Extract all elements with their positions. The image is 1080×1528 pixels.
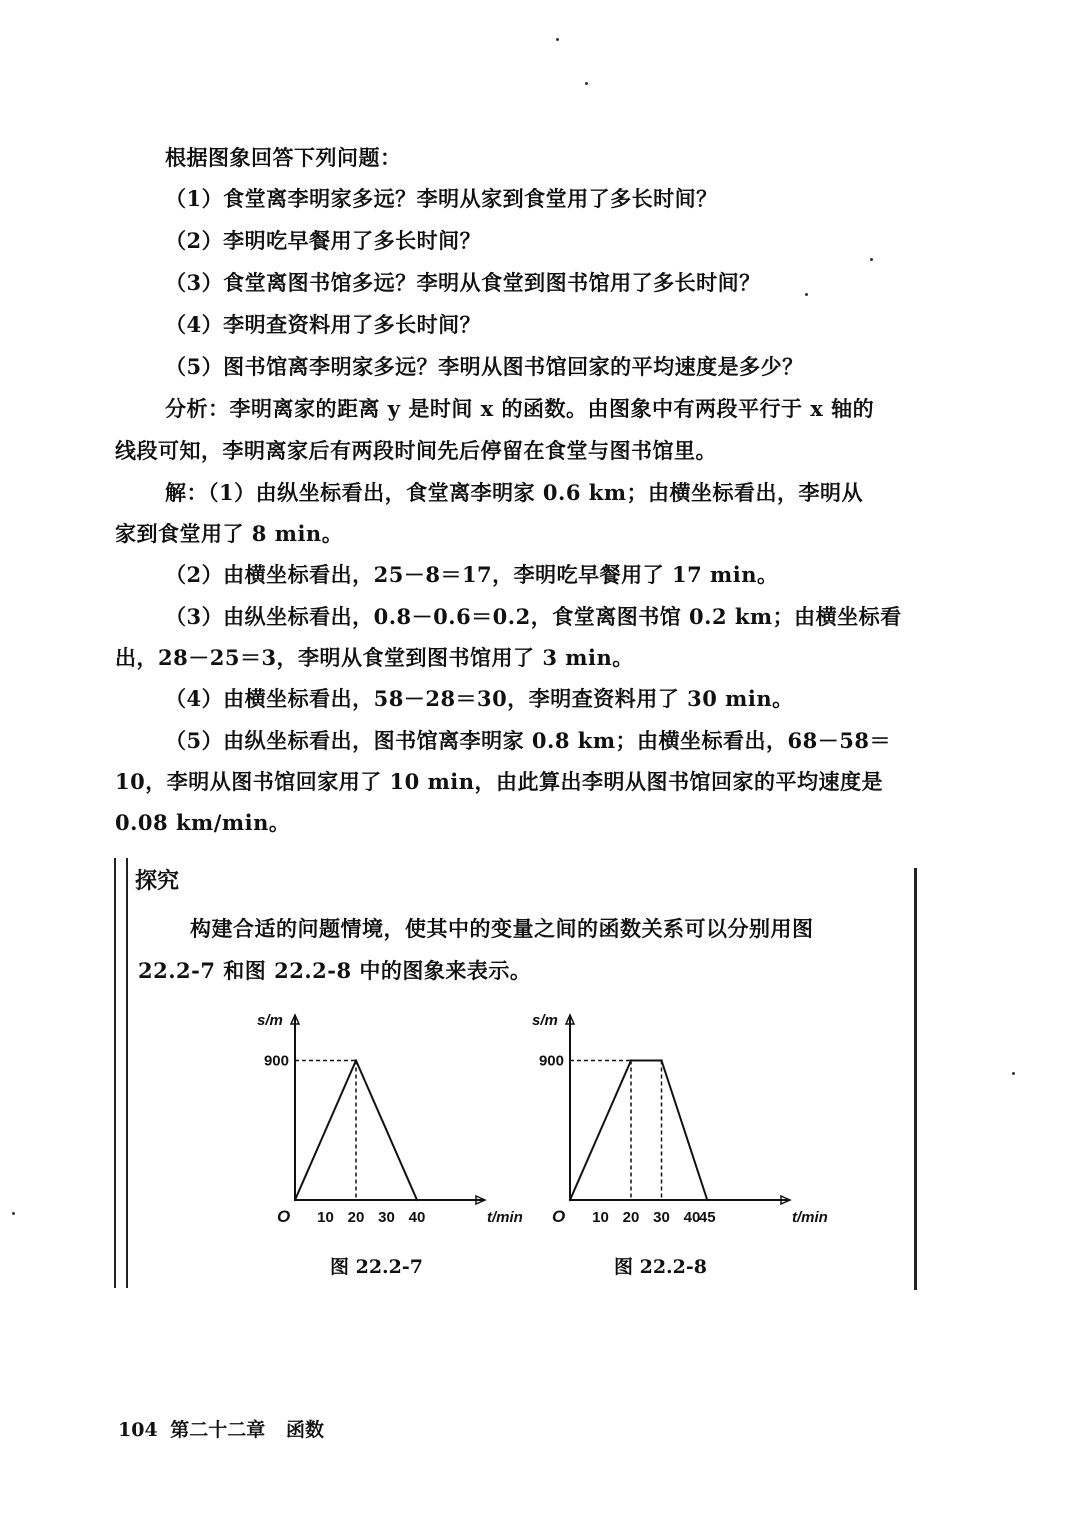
y-tick-label: 900 xyxy=(263,1052,289,1070)
origin-label: O xyxy=(277,1207,291,1226)
solution-5b: 10，李明从图书馆回家用了 10 min，由此算出李明从图书馆回家的平均速度是 xyxy=(115,769,884,794)
solution-1a: 解：（1）由纵坐标看出，食堂离李明家 0.6 km；由横坐标看出，李明从 xyxy=(165,480,864,505)
section-label: 函数 xyxy=(285,1419,324,1441)
x-tick-label: 45 xyxy=(698,1209,716,1226)
question-1: （1）食堂离李明家多远？李明从家到食堂用了多长时间？ xyxy=(165,186,718,211)
solution-4: （4）由横坐标看出，58－28＝30，李明查资料用了 30 min。 xyxy=(165,686,794,711)
figure-22-2-8-caption: 图 22.2-8 xyxy=(614,1256,707,1278)
analysis-line-2: 线段可知，李明离家后有两段时间先后停留在食堂与图书馆里。 xyxy=(115,438,717,463)
solution-3a: （3）由纵坐标看出，0.8－0.6＝0.2，食堂离图书馆 0.2 km；由横坐标看 xyxy=(165,604,902,629)
scan-speck xyxy=(870,258,873,261)
solution-3b: 出，28－25＝3，李明从食堂到图书馆用了 3 min。 xyxy=(115,645,634,670)
x-tick-label: 20 xyxy=(347,1209,365,1226)
solution-5a: （5）由纵坐标看出，图书馆离李明家 0.8 km；由横坐标看出，68－58＝ xyxy=(165,728,891,753)
x-tick-label: 10 xyxy=(592,1209,609,1226)
solution-2: （2）由横坐标看出，25－8＝17，李明吃早餐用了 17 min。 xyxy=(165,562,779,587)
x-tick-label: 20 xyxy=(622,1209,640,1226)
page-footer xyxy=(118,1415,324,1442)
data-point xyxy=(660,1059,662,1061)
explore-box-left-rule xyxy=(114,858,128,1288)
data-point xyxy=(416,1199,418,1201)
explore-box-right-rule xyxy=(914,868,917,1290)
data-point xyxy=(630,1059,632,1061)
questions-intro: 根据图象回答下列问题： xyxy=(165,145,402,170)
data-point xyxy=(706,1199,708,1201)
x-axis-label: t/min xyxy=(792,1209,828,1226)
data-point xyxy=(294,1199,296,1201)
question-3: （3）食堂离图书馆多远？李明从食堂到图书馆用了多长时间？ xyxy=(165,270,761,295)
origin-label: O xyxy=(552,1207,566,1226)
series-segment xyxy=(662,1061,708,1201)
question-5: （5）图书馆离李明家多远？李明从图书馆回家的平均速度是多少？ xyxy=(165,354,804,379)
y-axis-label: s/m xyxy=(257,1012,283,1029)
scan-speck xyxy=(556,38,559,41)
solution-5c: 0.08 km/min。 xyxy=(115,810,291,835)
x-tick-label: 30 xyxy=(378,1209,395,1226)
chapter-label: 第二十二章 xyxy=(170,1419,266,1441)
scan-speck xyxy=(1012,1072,1015,1075)
x-axis-label: t/min xyxy=(487,1209,523,1226)
figure-22-2-7-caption: 图 22.2-7 xyxy=(330,1256,423,1278)
x-tick-label: 10 xyxy=(317,1209,334,1226)
figure-22-2-8 xyxy=(520,1000,828,1239)
x-tick-label: 30 xyxy=(653,1209,670,1226)
scan-speck xyxy=(12,1212,15,1215)
series-segment xyxy=(295,1061,356,1201)
explore-line-2: 22.2-7 和图 22.2-8 中的图象来表示。 xyxy=(138,958,532,983)
explore-line-1: 构建合适的问题情境，使其中的变量之间的函数关系可以分别用图 xyxy=(190,916,814,941)
y-tick-label: 900 xyxy=(538,1052,564,1070)
explore-title: 探究 xyxy=(135,868,180,894)
analysis-line-1: 分析：李明离家的距离 y 是时间 x 的函数。由图象中有两段平行于 x 轴的 xyxy=(165,396,875,421)
data-point xyxy=(355,1059,357,1061)
question-4: （4）李明查资料用了多长时间？ xyxy=(165,312,482,337)
scan-speck xyxy=(585,82,588,85)
series-segment xyxy=(356,1061,417,1201)
figure-22-2-7 xyxy=(250,1000,523,1239)
chart-22-2-8 xyxy=(520,1000,828,1235)
chart-22-2-7 xyxy=(250,1000,523,1235)
solution-1b: 家到食堂用了 8 min。 xyxy=(115,521,344,546)
page-number: 104 xyxy=(118,1419,158,1441)
data-point xyxy=(569,1199,571,1201)
x-tick-label: 40 xyxy=(683,1209,701,1226)
question-2: （2）李明吃早餐用了多长时间？ xyxy=(165,228,482,253)
scan-speck xyxy=(805,293,808,296)
x-tick-label: 40 xyxy=(408,1209,426,1226)
y-axis-label: s/m xyxy=(532,1012,558,1029)
series-segment xyxy=(570,1061,631,1201)
